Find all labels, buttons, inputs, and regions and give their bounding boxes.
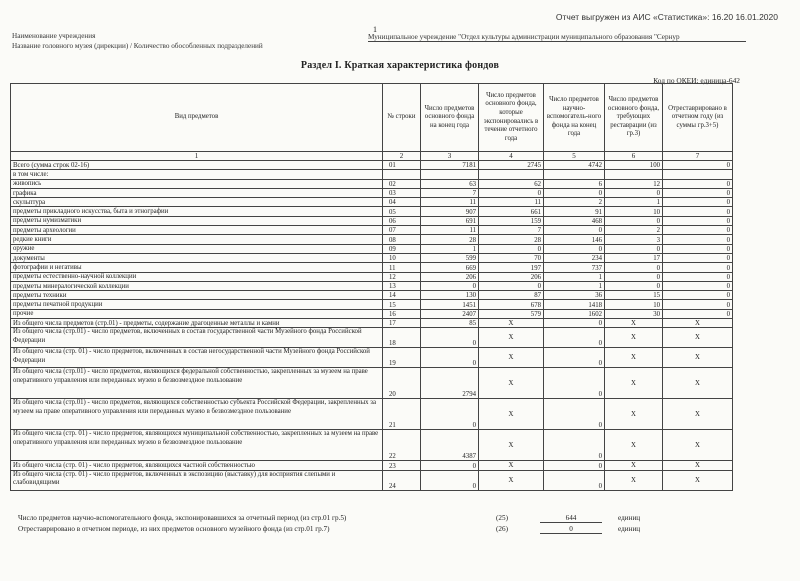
value-col5: 1: [544, 281, 605, 290]
value-col4: [479, 170, 544, 179]
value-col3: 85: [421, 319, 479, 328]
value-col4: 159: [479, 216, 544, 225]
table-row: [11, 161, 733, 170]
row-name: Из общего числа (стр.01) - число предметов, являющихся федеральной собственностью, закрепленных за музеем на праве оперативного управления или переданных музею в безвозмездное пользование: [11, 368, 383, 399]
table-body: [11, 161, 733, 491]
value-col4: 11: [479, 198, 544, 207]
value-col4: X: [479, 399, 544, 430]
value-col6: 100: [605, 161, 663, 170]
value-col4: 678: [479, 300, 544, 309]
value-col7: X: [663, 470, 733, 490]
row-name: Из общего числа (стр. 01) - число предметов, являющихся частной собственностью: [11, 461, 383, 470]
value-col4: 28: [479, 235, 544, 244]
value-col6: 0: [605, 244, 663, 253]
row-code: [383, 170, 421, 179]
table-row: [11, 291, 733, 300]
value-col6: X: [605, 368, 663, 399]
column-number: 7: [663, 152, 733, 161]
value-col3: 0: [421, 281, 479, 290]
value-col3: 669: [421, 263, 479, 272]
footer-label: Число предметов научно-вспомогательного фонда, экспонировавшихся за отчетный период (из стр.01 гр.5): [18, 514, 347, 522]
value-col4: 579: [479, 309, 544, 318]
table-row: [11, 263, 733, 272]
value-col4: 0: [479, 281, 544, 290]
header-cell: Число предметов основного фонда на конец года: [421, 84, 479, 152]
value-col7: X: [663, 319, 733, 328]
value-col7: 0: [663, 272, 733, 281]
value-col4: 0: [479, 188, 544, 197]
table-row: [11, 272, 733, 281]
table-row: [11, 253, 733, 262]
value-col5: 0: [544, 399, 605, 430]
footer-value: 0: [540, 525, 602, 534]
header-cell: № строки: [383, 84, 421, 152]
value-col7: 0: [663, 300, 733, 309]
value-col7: 0: [663, 161, 733, 170]
table-row: [11, 226, 733, 235]
row-name: Из общего числа (стр. 01) - число предметов, включенных в состав негосударственной части Музейного фонда Российской Федерации: [11, 348, 383, 368]
row-code: 17: [383, 319, 421, 328]
row-name: скульптура: [11, 198, 383, 207]
value-col5: 468: [544, 216, 605, 225]
value-col3: 0: [421, 328, 479, 348]
table-row: [11, 216, 733, 225]
okei-code: Код по ОКЕИ: единица-642: [653, 76, 740, 85]
header-cell: Число предметов основного фонда, которые экспонировались в течение отчетного года: [479, 84, 544, 152]
value-col7: 0: [663, 309, 733, 318]
row-code: 08: [383, 235, 421, 244]
value-col5: 0: [544, 348, 605, 368]
value-col5: 0: [544, 461, 605, 470]
value-col6: 10: [605, 207, 663, 216]
value-col6: 30: [605, 309, 663, 318]
value-col6: 0: [605, 263, 663, 272]
header-cell: Отреставрировано в отчетном году (из суммы гр.3+5): [663, 84, 733, 152]
table-row: [11, 368, 733, 399]
row-name: предметы естественно-научной коллекции: [11, 272, 383, 281]
column-number: 6: [605, 152, 663, 161]
value-col5: 234: [544, 253, 605, 262]
value-col6: 15: [605, 291, 663, 300]
value-col4: X: [479, 368, 544, 399]
value-col4: X: [479, 430, 544, 461]
column-number: 4: [479, 152, 544, 161]
value-col3: 4387: [421, 430, 479, 461]
value-col5: 146: [544, 235, 605, 244]
value-col5: 0: [544, 188, 605, 197]
value-col7: X: [663, 348, 733, 368]
row-name: Из общего числа (стр.01) - число предметов, являющихся собственностью субъекта Российской Федерации, закрепленных за музеем на праве оперативного управления или переданных музею в безвозмездное пользование: [11, 399, 383, 430]
value-col7: 0: [663, 244, 733, 253]
row-name: графика: [11, 188, 383, 197]
value-col6: X: [605, 461, 663, 470]
value-col6: 2: [605, 226, 663, 235]
value-col4: X: [479, 319, 544, 328]
value-col4: 206: [479, 272, 544, 281]
value-col3: 599: [421, 253, 479, 262]
value-col4: X: [479, 461, 544, 470]
value-col6: 0: [605, 216, 663, 225]
footer-unit: единиц: [618, 525, 641, 533]
value-col7: 0: [663, 188, 733, 197]
row-code: 22: [383, 430, 421, 461]
table-row: [11, 348, 733, 368]
row-code: 14: [383, 291, 421, 300]
table-row: [11, 430, 733, 461]
footer-code: (25): [496, 514, 508, 522]
value-col3: 28: [421, 235, 479, 244]
value-col7: X: [663, 328, 733, 348]
value-col3: 7181: [421, 161, 479, 170]
row-name: прочие: [11, 309, 383, 318]
value-col5: 737: [544, 263, 605, 272]
value-col5: 2: [544, 198, 605, 207]
value-col7: X: [663, 430, 733, 461]
value-col4: X: [479, 348, 544, 368]
org-label-institution: Наименование учреждения: [12, 32, 96, 40]
column-number: 3: [421, 152, 479, 161]
value-col5: 91: [544, 207, 605, 216]
table-row: [11, 399, 733, 430]
org-name: Муниципальное учреждение "Отдел культуры администрации муниципального образования "Сернур: [368, 33, 746, 42]
footer-code: (26): [496, 525, 508, 533]
column-number: 1: [11, 152, 383, 161]
row-code: 20: [383, 368, 421, 399]
value-col6: 10: [605, 300, 663, 309]
footer-label: Отреставрировано в отчетном периоде, из них предметов основного музейного фонда (из стр.01 гр.7): [18, 525, 330, 533]
value-col3: 1: [421, 244, 479, 253]
row-code: 16: [383, 309, 421, 318]
value-col3: 0: [421, 348, 479, 368]
row-name: живопись: [11, 179, 383, 188]
row-code: 18: [383, 328, 421, 348]
value-col6: 12: [605, 179, 663, 188]
value-col5: 0: [544, 319, 605, 328]
value-col5: 6: [544, 179, 605, 188]
value-col5: 0: [544, 244, 605, 253]
value-col5: 0: [544, 368, 605, 399]
row-name: предметы археологии: [11, 226, 383, 235]
value-col7: X: [663, 461, 733, 470]
value-col7: X: [663, 368, 733, 399]
row-code: 19: [383, 348, 421, 368]
table-row: [11, 170, 733, 179]
row-name: Из общего числа (стр.01) - число предметов, включенных в состав государственной части Музейного фонда Российской Федерации: [11, 328, 383, 348]
column-number: 2: [383, 152, 421, 161]
value-col5: 1: [544, 272, 605, 281]
header-cell: Число предметов научно-вспомогатель-ного фонда на конец года: [544, 84, 605, 152]
value-col7: 0: [663, 263, 733, 272]
row-name: предметы минералогической коллекции: [11, 281, 383, 290]
table-row: [11, 300, 733, 309]
export-note: Отчет выгружен из АИС «Статистика»: 16.20 16.01.2020: [555, 12, 778, 22]
row-code: 15: [383, 300, 421, 309]
value-col5: 0: [544, 470, 605, 490]
row-name: предметы техники: [11, 291, 383, 300]
value-col5: [544, 170, 605, 179]
org-labels: [12, 31, 263, 51]
row-code: 21: [383, 399, 421, 430]
value-col6: [605, 170, 663, 179]
row-code: 03: [383, 188, 421, 197]
value-col7: 0: [663, 179, 733, 188]
row-name: документы: [11, 253, 383, 262]
row-name: предметы печатной продукции: [11, 300, 383, 309]
value-col6: X: [605, 399, 663, 430]
value-col4: 2745: [479, 161, 544, 170]
table-row: [11, 179, 733, 188]
value-col6: 0: [605, 188, 663, 197]
value-col4: 0: [479, 244, 544, 253]
value-col3: 0: [421, 399, 479, 430]
value-col7: 0: [663, 281, 733, 290]
footer-value: 644: [540, 514, 602, 523]
row-name: Из общего числа предметов (стр.01) - предметы, содержание драгоценные металлы и камни: [11, 319, 383, 328]
value-col3: 11: [421, 226, 479, 235]
value-col3: 0: [421, 461, 479, 470]
header-cell: Вид предметов: [11, 84, 383, 152]
value-col6: X: [605, 319, 663, 328]
value-col3: [421, 170, 479, 179]
value-col4: X: [479, 328, 544, 348]
value-col3: 691: [421, 216, 479, 225]
value-col3: 63: [421, 179, 479, 188]
value-col7: 0: [663, 207, 733, 216]
table-row: [11, 207, 733, 216]
row-name: Из общего числа (стр. 01) - число предметов, являющихся муниципальной собственностью, закрепленных за музеем на праве оперативного управления или переданных музею в безвозмездное пользование: [11, 430, 383, 461]
value-col7: 0: [663, 216, 733, 225]
table-row: [11, 461, 733, 470]
value-col4: X: [479, 470, 544, 490]
row-code: 04: [383, 198, 421, 207]
footer-unit: единиц: [618, 514, 641, 522]
table-row: [11, 328, 733, 348]
row-name: Из общего числа (стр. 01) - число предметов, включенных в экспозицию (выставку) для восприятия слепыми и слабовидящими: [11, 470, 383, 490]
row-code: 09: [383, 244, 421, 253]
value-col5: 0: [544, 226, 605, 235]
value-col3: 0: [421, 470, 479, 490]
value-col4: 62: [479, 179, 544, 188]
row-code: 13: [383, 281, 421, 290]
value-col3: 2794: [421, 368, 479, 399]
value-col7: 0: [663, 198, 733, 207]
row-name: Всего (сумма строк 02-16): [11, 161, 383, 170]
header-cell: Число предметов основного фонда, требующих реставрации (из гр.3): [605, 84, 663, 152]
funds-table: [10, 83, 733, 491]
value-col3: 7: [421, 188, 479, 197]
value-col7: 0: [663, 291, 733, 300]
row-code: 24: [383, 470, 421, 490]
row-name: предметы нумизматики: [11, 216, 383, 225]
column-number: 5: [544, 152, 605, 161]
value-col3: 907: [421, 207, 479, 216]
value-col3: 2407: [421, 309, 479, 318]
table-row: [11, 198, 733, 207]
row-code: 01: [383, 161, 421, 170]
table-row: [11, 319, 733, 328]
row-code: 12: [383, 272, 421, 281]
value-col6: 0: [605, 281, 663, 290]
org-label-head-museum: Название головного музея (дирекции) / Количество обособленных подразделений: [12, 42, 263, 50]
row-name: редкие книги: [11, 235, 383, 244]
value-col6: 3: [605, 235, 663, 244]
row-code: 07: [383, 226, 421, 235]
table-row: [11, 235, 733, 244]
value-col6: X: [605, 430, 663, 461]
row-name: оружие: [11, 244, 383, 253]
table-row: [11, 470, 733, 490]
value-col4: 70: [479, 253, 544, 262]
value-col5: 0: [544, 430, 605, 461]
value-col3: 130: [421, 291, 479, 300]
section-title: Раздел I. Краткая характеристика фондов: [300, 60, 500, 71]
column-number-row: [11, 152, 733, 161]
row-code: 10: [383, 253, 421, 262]
value-col7: X: [663, 399, 733, 430]
table-row: [11, 281, 733, 290]
value-col4: 87: [479, 291, 544, 300]
table-header-row: [11, 84, 733, 152]
row-code: 06: [383, 216, 421, 225]
value-col7: [663, 170, 733, 179]
value-col7: 0: [663, 253, 733, 262]
row-name: в том числе:: [11, 170, 383, 179]
row-name: предметы прикладного искусства, быта и этнографии: [11, 207, 383, 216]
value-col4: 661: [479, 207, 544, 216]
table-row: [11, 244, 733, 253]
value-col3: 1451: [421, 300, 479, 309]
row-code: 11: [383, 263, 421, 272]
row-code: 23: [383, 461, 421, 470]
value-col5: 4742: [544, 161, 605, 170]
table-row: [11, 309, 733, 318]
row-code: 05: [383, 207, 421, 216]
value-col6: 0: [605, 272, 663, 281]
value-col6: 1: [605, 198, 663, 207]
value-col3: 11: [421, 198, 479, 207]
row-name: фотографии и негативы: [11, 263, 383, 272]
value-col3: 206: [421, 272, 479, 281]
value-col6: 17: [605, 253, 663, 262]
value-col7: 0: [663, 226, 733, 235]
value-col4: 197: [479, 263, 544, 272]
value-col5: 1418: [544, 300, 605, 309]
value-col6: X: [605, 328, 663, 348]
value-col5: 36: [544, 291, 605, 300]
value-col5: 0: [544, 328, 605, 348]
row-code: 02: [383, 179, 421, 188]
value-col7: 0: [663, 235, 733, 244]
value-col4: 7: [479, 226, 544, 235]
table-row: [11, 188, 733, 197]
value-col6: X: [605, 470, 663, 490]
page-number: 1: [373, 25, 377, 34]
value-col5: 1602: [544, 309, 605, 318]
value-col6: X: [605, 348, 663, 368]
